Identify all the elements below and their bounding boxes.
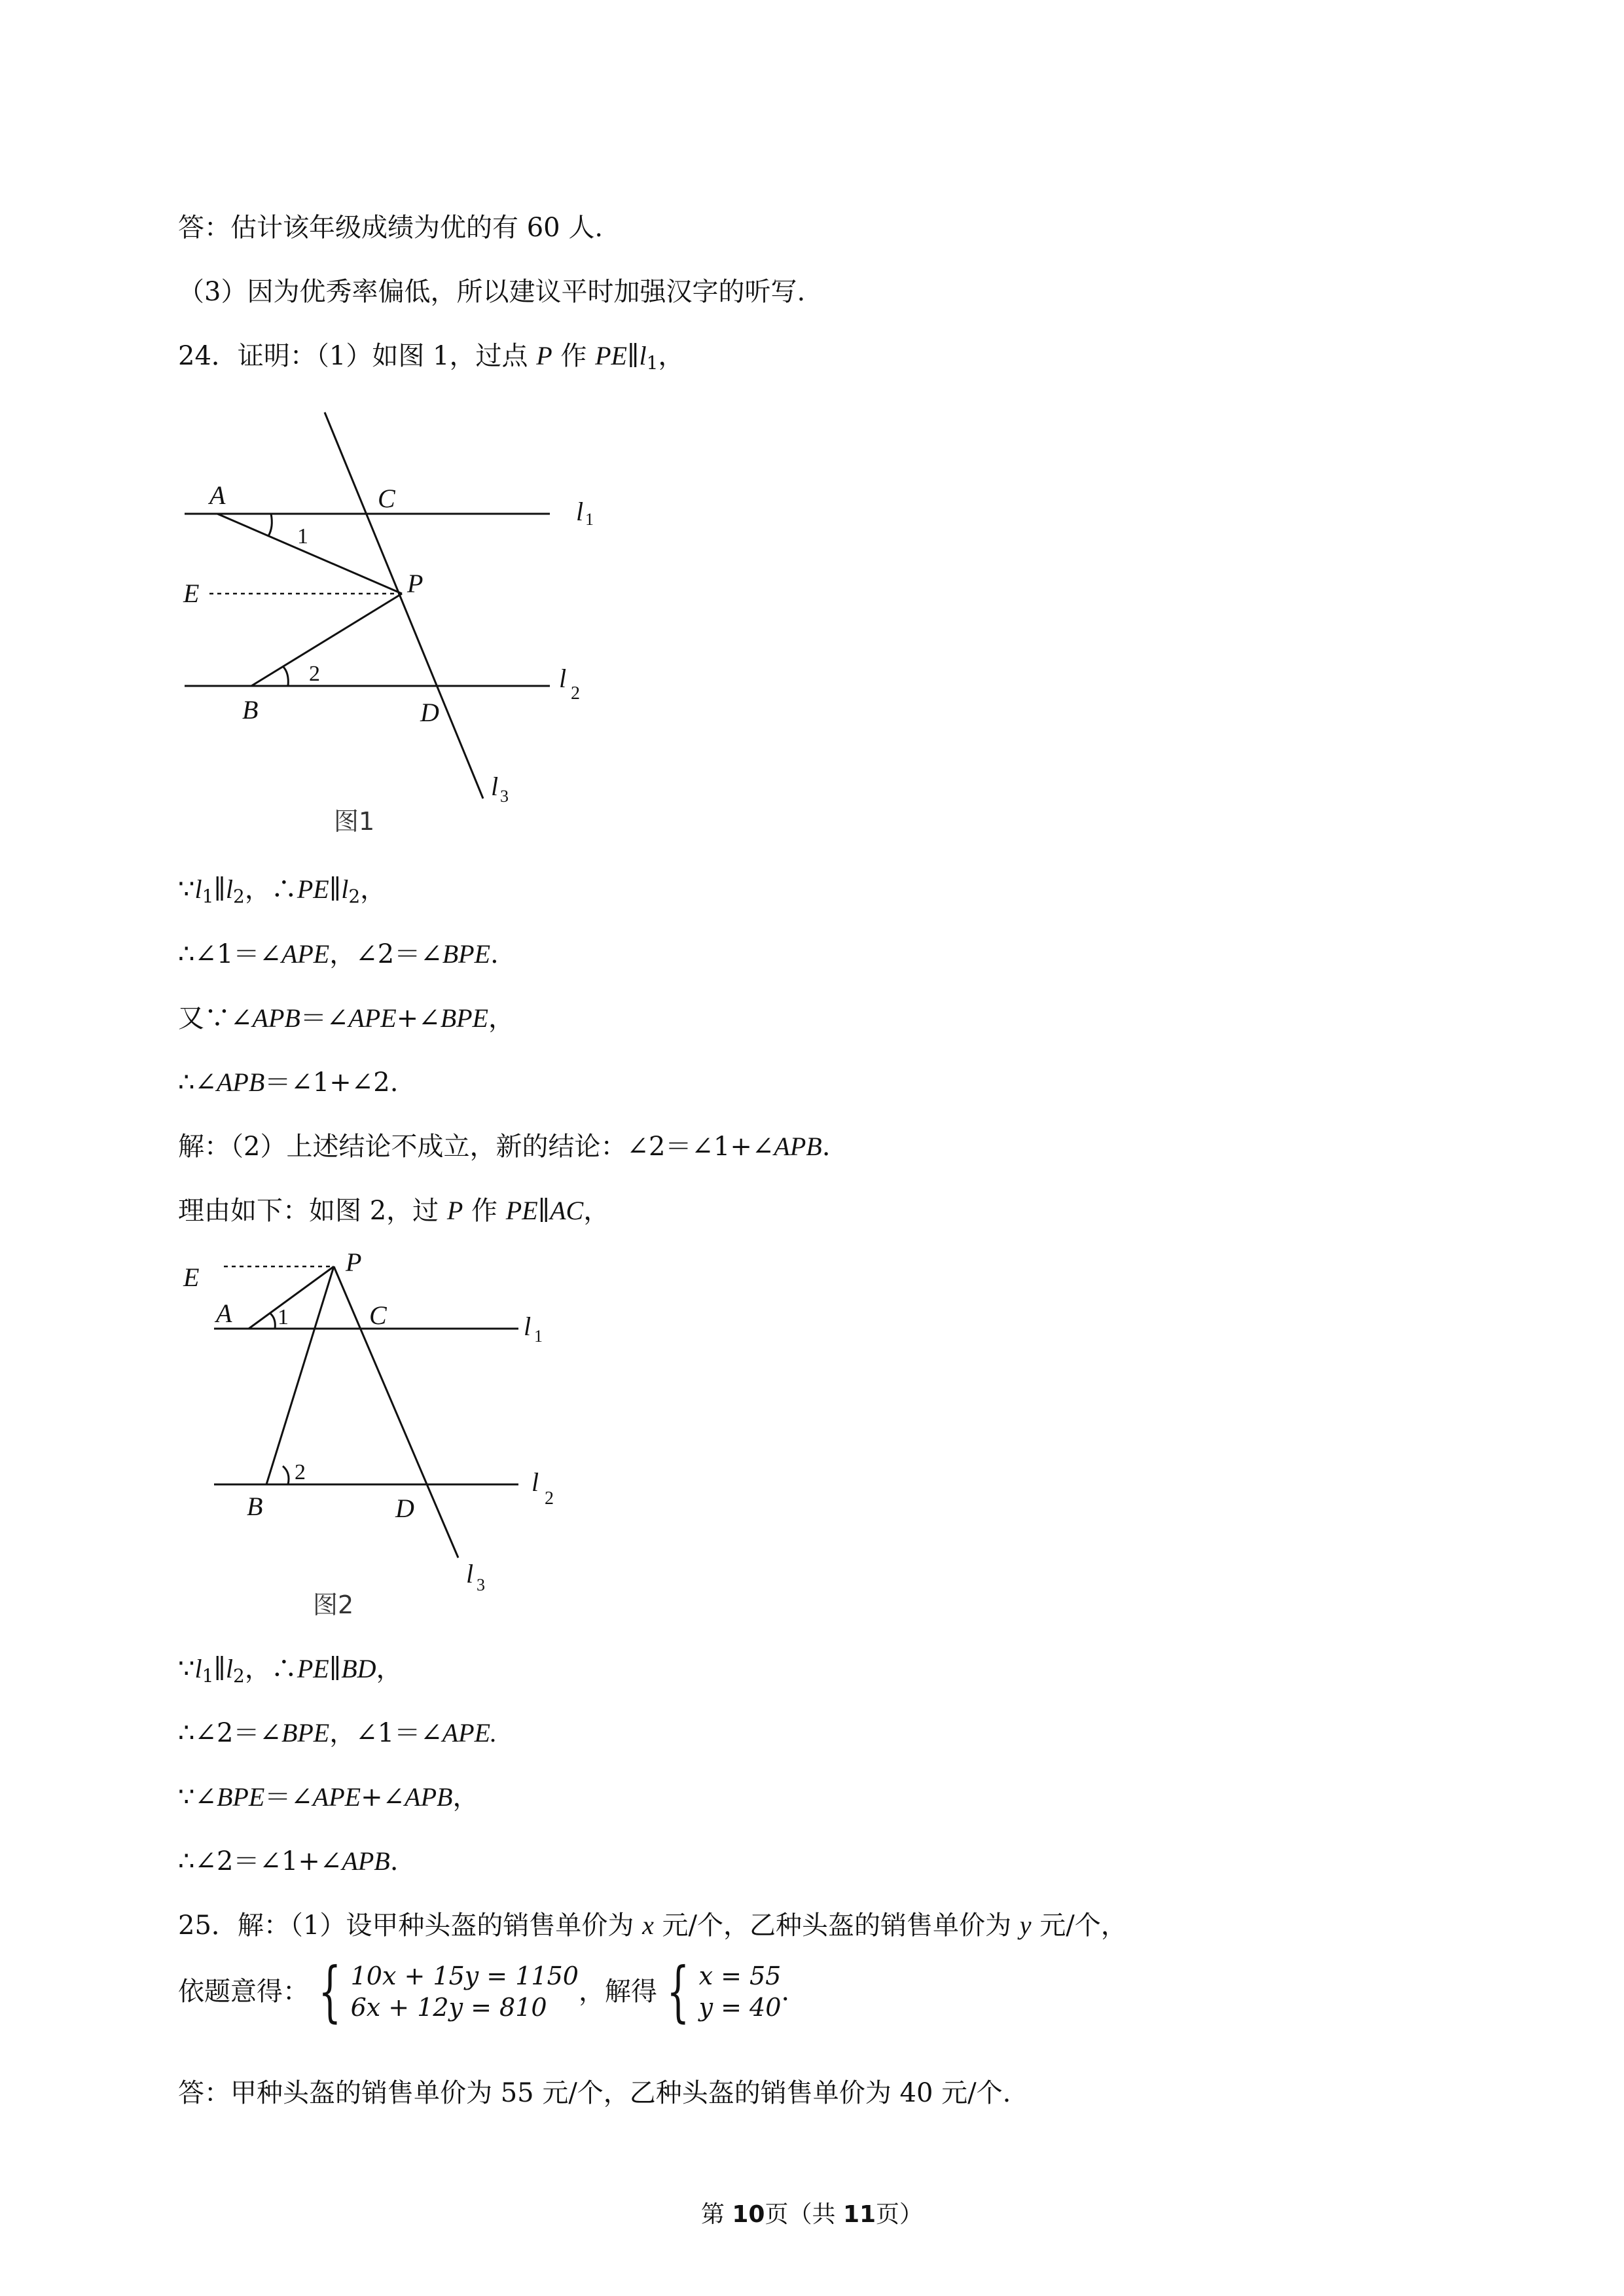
segment-BP [266, 1266, 334, 1484]
reason-line: 理由如下：如图 2，过 P 作 PE∥AC， [178, 1196, 610, 1226]
label-D: D [420, 698, 439, 727]
equation-system: 10x + 15y = 1150 6x + 12y = 810 [350, 1962, 579, 2022]
proof-2-line-3: ∵∠BPE＝∠APE+∠APB， [178, 1782, 479, 1812]
label-A: A [216, 1299, 232, 1328]
proof-1-line-1: $\because l_1\parallel l_2$，$\therefore PE\parallel l_2$， [178, 874, 387, 907]
label-l1-sub: 1 [585, 510, 594, 529]
label-l3-sub: 3 [500, 787, 509, 806]
segment-AP [217, 514, 402, 594]
solution-2-heading: 解：（2）上述结论不成立，新的结论：∠2＝∠1+∠APB. [178, 1132, 831, 1162]
label-l1: l [576, 497, 584, 526]
angle-1-arc [268, 514, 272, 536]
label-B: B [247, 1492, 263, 1521]
equation-system-line: 依题意得： { 10x + 15y = 1150 6x + 12y = 810，解得 { x = 55 y = 40. [178, 1953, 790, 2030]
segment-BP [251, 594, 402, 686]
label-l1-sub: 1 [534, 1327, 543, 1346]
angle-2-arc [283, 1466, 289, 1484]
answer-line-1: 答：估计该年级成绩为优的有 60 人. [178, 213, 604, 243]
answer-line-3: （3）因为优秀率偏低，所以建议平时加强汉字的听写. [178, 277, 806, 307]
brace-left-2: { [666, 1953, 690, 2030]
label-l2: l [532, 1467, 539, 1497]
brace-left-1: { [318, 1953, 342, 2030]
label-angle-2: 2 [309, 662, 320, 686]
proof-2-line-1: $\because l_1\parallel l_2$，∴PE∥BD， [178, 1654, 403, 1687]
label-E: E [183, 1263, 200, 1292]
angle-1-arc [270, 1313, 275, 1329]
label-angle-1: 1 [297, 524, 308, 548]
label-l3: l [466, 1559, 474, 1588]
label-angle-2: 2 [295, 1460, 306, 1484]
label-l2: l [559, 664, 567, 693]
label-D: D [395, 1494, 414, 1523]
line-l3 [325, 412, 483, 798]
label-l1: l [524, 1312, 532, 1341]
label-angle-1: 1 [278, 1305, 289, 1329]
solution-system: x = 55 y = 40 [698, 1962, 782, 2022]
label-l3: l [491, 772, 499, 801]
figure-1 [178, 406, 636, 825]
label-A: A [209, 480, 226, 510]
figure-1-caption: 图1 [334, 807, 375, 836]
proof-2-line-4: ∴∠2＝∠1+∠APB. [178, 1846, 399, 1876]
label-P: P [346, 1247, 362, 1277]
problem-25-heading: 25．解：（1）设甲种头盔的销售单价为 x 元/个，乙种头盔的销售单价为 y 元/个， [178, 1910, 1127, 1941]
problem-24-heading: 24．证明：（1）如图 1，过点 P 作 $PE\parallel l_1$， [178, 341, 685, 374]
segment-AP [249, 1266, 334, 1329]
label-l2-sub: 2 [545, 1488, 554, 1509]
label-B: B [242, 695, 259, 725]
proof-1-line-3: 又∵∠APB＝∠APE+∠BPE， [178, 1003, 514, 1033]
figure-2 [178, 1237, 636, 1604]
answer-25: 答：甲种头盔的销售单价为 55 元/个，乙种头盔的销售单价为 40 元/个. [178, 2078, 1011, 2108]
label-l2-sub: 2 [571, 683, 580, 704]
figure-2-caption: 图2 [313, 1590, 354, 1619]
proof-2-line-2: ∴∠2＝∠BPE，∠1＝∠APE. [178, 1718, 497, 1748]
label-P: P [407, 569, 424, 598]
label-l3-sub: 3 [477, 1575, 485, 1594]
proof-1-line-2: ∴∠1＝∠APE，∠2＝∠BPE. [178, 939, 499, 969]
label-C: C [369, 1300, 387, 1330]
page-footer: 第 10页（共 11页） [700, 2201, 924, 2228]
angle-2-arc [283, 666, 288, 686]
label-C: C [378, 484, 395, 513]
proof-1-line-4: ∴∠APB＝∠1+∠2. [178, 1067, 399, 1098]
label-E: E [183, 579, 200, 608]
